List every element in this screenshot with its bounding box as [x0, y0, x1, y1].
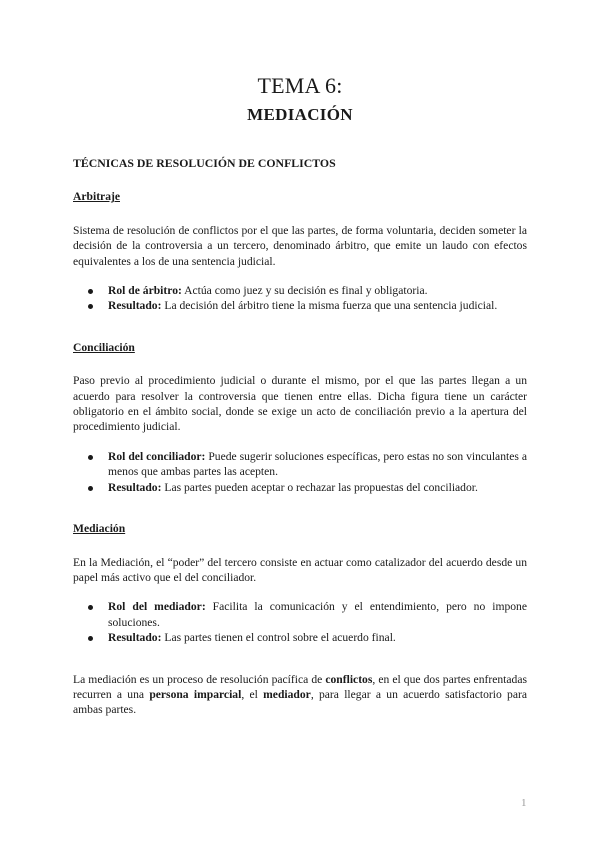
conciliacion-heading: Conciliación — [73, 340, 135, 354]
bullet-label: Resultado: — [108, 480, 162, 494]
list-item — [73, 630, 527, 645]
section-heading: TÉCNICAS DE RESOLUCIÓN DE CONFLICTOS — [73, 156, 336, 170]
list-item — [73, 599, 527, 630]
mediacion-heading: Mediación — [73, 522, 126, 536]
conciliacion-paragraph: Paso previo al procedimiento judicial o durante el mismo, por el que las partes llegan a un acuerdo para resolver la controversia que tienen entre ellas. Dicha figura tiene un carácter obligatorio en el ámbito social, donde se exige un acto de conciliación previo a la apertura del procedimiento judicial. — [73, 374, 527, 434]
mediacion-bullet-list — [73, 599, 527, 645]
list-item — [73, 283, 527, 298]
bullet-text: Las partes pueden aceptar o rechazar las propuestas del conciliador. — [161, 480, 478, 494]
closing-text: , en el que dos partes enfrentadas recurren a una — [73, 672, 527, 701]
page-title: TEMA 6: — [257, 73, 343, 98]
arbitraje-bullet-list — [73, 283, 527, 314]
document-body — [73, 156, 527, 718]
bullet-text: La decisión del árbitro tiene la misma fuerza que una sentencia judicial. — [161, 299, 498, 313]
bullet-label: Rol del conciliador: — [108, 449, 206, 463]
closing-text: La mediación es un proceso de resolución pacífica de — [73, 672, 326, 686]
closing-text: , para llegar a un acuerdo satisfactorio para ambas partes. — [73, 687, 527, 717]
closing-bold-term: persona imparcial — [149, 687, 242, 701]
bullet-text: Actúa como juez y su decisión es final y obligatoria. — [181, 284, 428, 298]
bullet-text: Puede sugerir soluciones específicas, pero estas no son vinculantes a menos que ambas partes las acepten. — [108, 449, 527, 479]
bullet-text: Facilita la comunicación y el entendimiento, pero no impone soluciones. — [108, 600, 527, 629]
bullet-label: Resultado: — [108, 631, 162, 645]
closing-paragraph — [73, 672, 527, 718]
list-item — [73, 449, 527, 480]
bullet-label: Resultado: — [108, 299, 162, 313]
closing-bold-term: mediador — [263, 687, 311, 701]
arbitraje-paragraph: Sistema de resolución de conflictos por el que las partes, de forma voluntaria, deciden someter la decisión de la controversia a un tercero, denominado árbitro, que emite un laudo con efectos equivalentes a los de una sentencia judicial. — [73, 223, 527, 268]
closing-bold-term: conflictos — [325, 672, 373, 686]
conciliacion-bullet-list — [73, 449, 527, 495]
arbitraje-heading: Arbitraje — [73, 190, 120, 204]
list-item — [73, 480, 527, 495]
closing-text: , el — [241, 687, 264, 701]
page-subtitle: MEDIACIÓN — [247, 105, 353, 124]
mediacion-paragraph: En la Mediación, el “poder” del tercero consiste en actuar como catalizador del acuerdo desde un papel más activo que el del conciliador. — [73, 555, 527, 584]
bullet-text: Las partes tienen el control sobre el acuerdo final. — [161, 631, 396, 645]
page-number: 1 — [521, 797, 527, 809]
bullet-label: Rol de árbitro: — [108, 284, 182, 298]
list-item — [73, 298, 527, 313]
bullet-label: Rol del mediador: — [108, 600, 206, 614]
